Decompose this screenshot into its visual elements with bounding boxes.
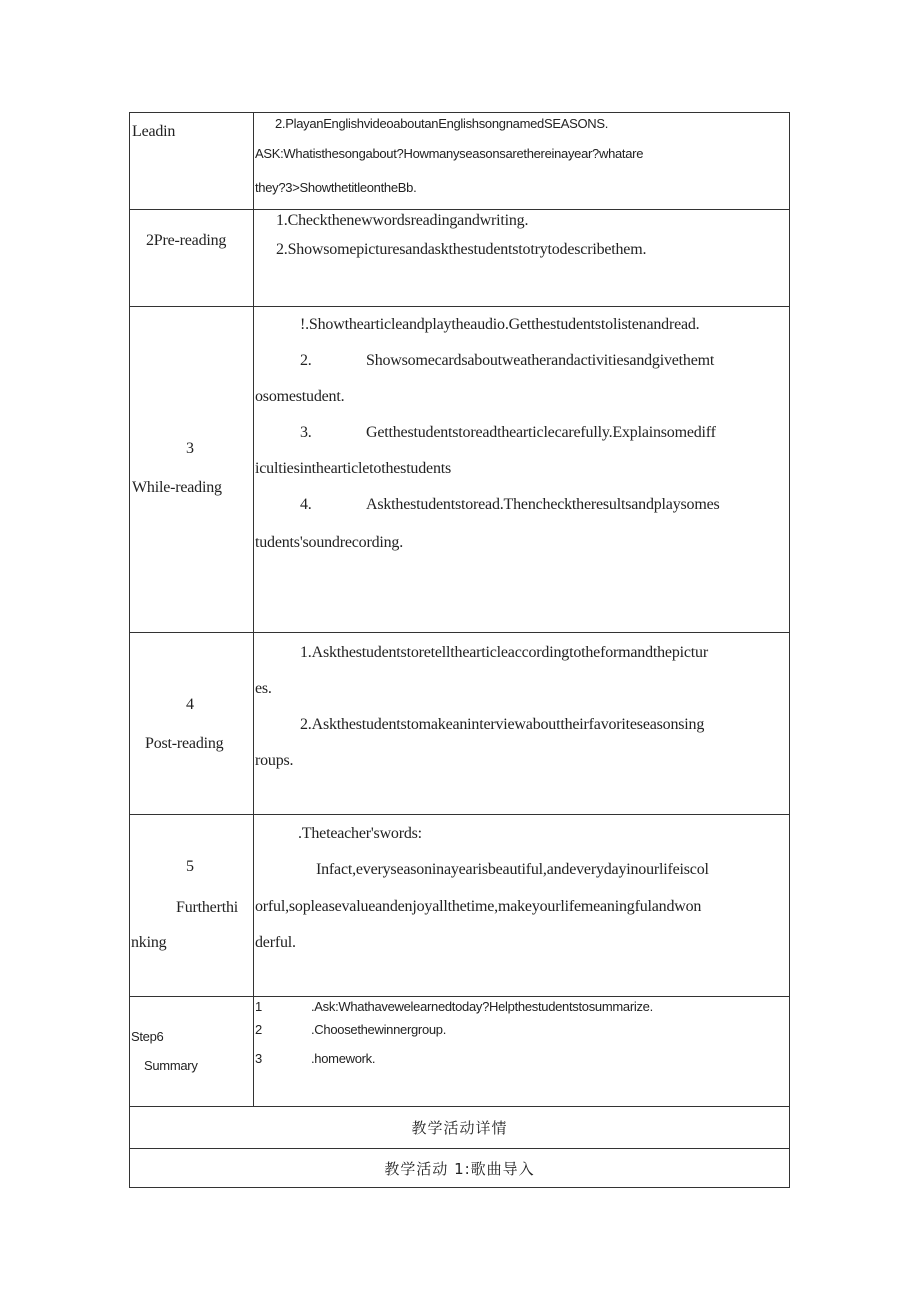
table-row	[130, 210, 789, 307]
stage-cell	[130, 815, 254, 996]
stage-label-continued: Summary	[144, 1058, 198, 1073]
activity-line: .Theteacher'swords:	[298, 825, 422, 842]
section-heading: 教学活动详情	[411, 1119, 508, 1137]
activity-line: 2.Askthestudentstomakeaninterviewabouttheirfavoriteseasonsing	[300, 716, 705, 733]
numbered-line	[300, 424, 785, 442]
table-row	[130, 1107, 789, 1149]
activity-line: 2.PlayanEnglishvideoaboutanEnglishsongnamedSEASONS.	[275, 116, 609, 131]
table-row	[130, 815, 789, 997]
stage-cell	[130, 210, 254, 306]
activity-line: .homework.	[311, 1051, 376, 1066]
activity-line: tudents'soundrecording.	[255, 534, 404, 551]
activity-line: 1.Checkthenewwordsreadingandwriting.	[276, 212, 529, 229]
activity-line: es.	[255, 680, 272, 697]
table-row	[130, 1149, 789, 1187]
lesson-plan-table	[129, 112, 790, 1188]
activity-line: Showsomecardsaboutweatherandactivitiesandgivethemt	[366, 352, 715, 369]
item-number: 2	[255, 1022, 262, 1037]
item-number: 1	[255, 999, 262, 1014]
activity-line: orful,sopleasevalueandenjoyallthetime,makeyourlifemeaningfulandwon	[255, 898, 702, 915]
stage-label-continued: nking	[131, 934, 167, 951]
activity-line: Infact,everyseasoninayearisbeautiful,andeverydayinourlifeiscol	[316, 861, 709, 878]
stage-cell	[130, 997, 254, 1106]
activity-line: ASK:Whatisthesongabout?Howmanyseasonsarethereinayear?whatare	[255, 146, 644, 161]
stage-number: 3	[186, 440, 194, 457]
activity-cell	[254, 210, 789, 306]
activity-line: icultiesinthearticletothestudents	[255, 460, 452, 477]
stage-label: While-reading	[132, 479, 222, 496]
table-row	[130, 633, 789, 815]
item-number: 3.	[300, 424, 312, 441]
activity-cell	[254, 307, 789, 632]
stage-number: 4	[186, 696, 194, 713]
stage-label: Furtherthi	[176, 899, 238, 916]
activity-heading: 教学活动 1:歌曲导入	[384, 1159, 535, 1178]
item-number: 4.	[300, 496, 312, 513]
activity-line: .Ask:Whathavewelearnedtoday?Helpthestudentstosummarize.	[311, 999, 653, 1014]
activity-cell	[254, 633, 789, 814]
stage-label: Step6	[131, 1029, 164, 1044]
numbered-line	[300, 496, 785, 514]
activity-line: !.Showthearticleandplaytheaudio.Getthestudentstolistenandread.	[300, 316, 700, 333]
activity-cell	[254, 815, 789, 996]
stage-number: 5	[186, 858, 194, 875]
item-number: 2.	[300, 352, 312, 369]
activity-line: Askthestudentstoread.Thenchecktheresultsandplaysomes	[366, 496, 720, 513]
activity-cell	[254, 113, 789, 209]
stage-cell	[130, 113, 254, 209]
stage-cell	[130, 307, 254, 632]
activity-line: osomestudent.	[255, 388, 345, 405]
table-row	[130, 997, 789, 1107]
activity-line: 2.Showsomepicturesandaskthestudentstotrytodescribethem.	[276, 241, 647, 258]
numbered-line	[300, 352, 785, 370]
activity-line: Getthestudentstoreadthearticlecarefully.Explainsomediff	[366, 424, 716, 441]
stage-cell	[130, 633, 254, 814]
activity-line: roups.	[255, 752, 294, 769]
table-row	[130, 307, 789, 633]
activity-line: 1.Askthestudentstoretellthearticleaccordingtotheformandthepictur	[300, 644, 708, 661]
table-row	[130, 113, 789, 210]
item-number: 3	[255, 1051, 262, 1066]
stage-label: 2Pre-reading	[146, 232, 227, 249]
activity-line: .Choosethewinnergroup.	[311, 1022, 447, 1037]
stage-label: Post-reading	[145, 735, 224, 752]
activity-line: they?3>ShowthetitleontheBb.	[255, 180, 417, 195]
activity-cell	[254, 997, 789, 1106]
activity-line: derful.	[255, 934, 296, 951]
stage-label: Leadin	[132, 123, 176, 140]
